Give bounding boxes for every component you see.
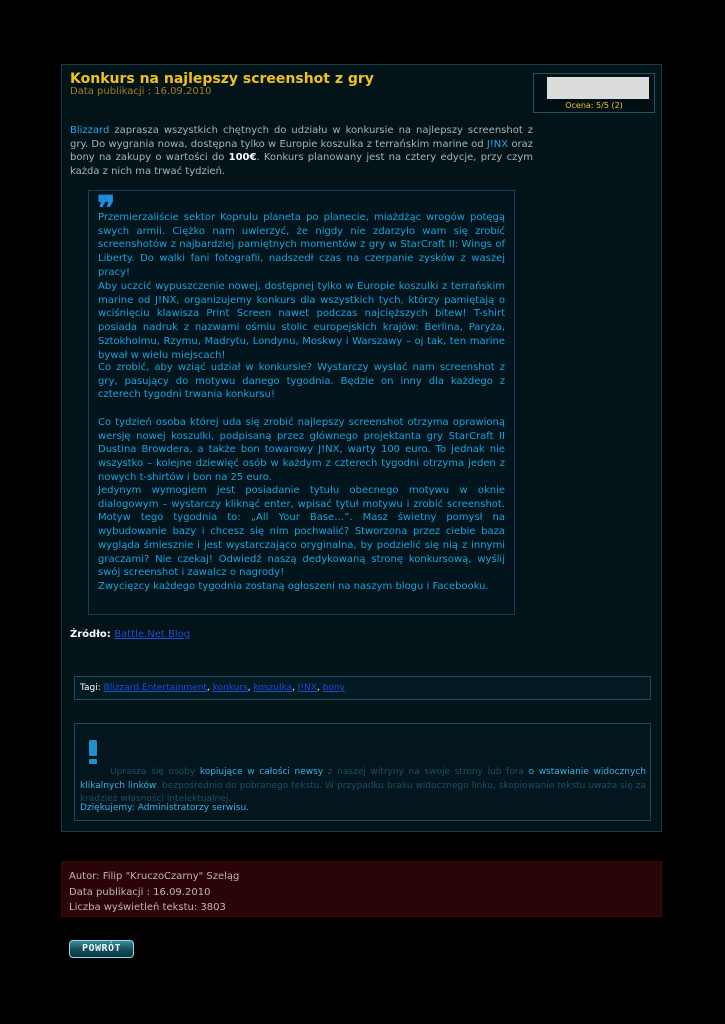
quote-paragraph-2: Aby uczcić wypuszczenie nowej, dostępnej tylko w Europie koszulki z terrańskim marine od J!NX, organizujemy konkurs dla wszystkich tych, którzy pamiętają o wciśnięciu klawisza Print Screen nawet podczas najcięższych bitew! T-shirt posiada nadruk z nazwami ośmiu stolic europejskich krajów: Berlina, Paryża, Sztokholmu, Rzymu, Madrytu, Londynu, Moskwy i Warszawy – oj tak, ten marine bywał w wielu miejscach!: [98, 281, 505, 361]
source-line: [70, 629, 190, 640]
article-intro: [70, 124, 533, 178]
notice-text: Uprasza się osoby kopiujące w całości newsy z naszej witryny na swoje strony lub fora o wstawianie widocznych klikalnych linków, bezpośrednio do pobranego tekstu. W przypadku braku widocznego linku, skopiowanie tekstu uważa się za kradzież własności intelektualnej.: [80, 767, 646, 804]
tag-link[interactable]: konkurs: [212, 683, 248, 693]
tags-bar: Tagi: Blizzard Entertainment, konkurs, koszulka, J!NX, bony: [74, 676, 651, 700]
prize-value: 100€: [228, 152, 257, 163]
tags-label: Tagi:: [80, 683, 101, 693]
article-panel: [61, 64, 662, 832]
rating-label: Ocena: 5/5 (2): [565, 101, 623, 110]
intro-text-3: . Konkurs planowany jest na cztery edycje, przy czym każda z nich ma trwać tydzień.: [70, 152, 533, 177]
rating-widget: [533, 73, 655, 113]
author-name: Autor: Filip "KruczoCzarny" Szeląg: [69, 871, 240, 882]
blizzard-link[interactable]: Blizzard: [70, 125, 110, 136]
article-title: Konkurs na najlepszy screenshot z gry: [70, 71, 374, 87]
author-info: [61, 861, 662, 917]
quote-icon: ❞: [97, 189, 116, 229]
exclamation-icon: [89, 740, 97, 764]
intro-text-2: oraz bony na zakupy o wartości do: [70, 138, 533, 163]
quote-paragraph-1: Przemierzaliście sektor Koprulu planeta po planecie, miażdżąc wrogów potęgą swych armii. Ciężko nam uwierzyć, że nigdy nie zdarzyło wam się zrobić screenshotów z najbardziej pamiętnych momentów z gry w StarCraft II: Wings of Liberty. Do walki fani fotografii, nadszedł czas na czerpanie zysków z waszej pracy!: [98, 212, 505, 278]
notice-thanks: Dziękujemy: Administratorzy serwisu.: [80, 803, 250, 813]
source-label: Źródło:: [70, 629, 111, 640]
intro-text-1: zaprasza wszystkich chętnych do udziału w konkursie na najlepszy screenshot z gry. Do wygrania nowa, dostępna tylko w Europie koszulka z terrańskim marine od: [70, 125, 533, 150]
source-link[interactable]: Battle.Net Blog: [114, 629, 191, 640]
tag-link[interactable]: bony: [322, 683, 345, 693]
rating-stars[interactable]: [547, 77, 649, 99]
back-button[interactable]: POWRÓT: [69, 940, 134, 958]
quote-block: [88, 190, 515, 615]
quote-paragraph-5: Jedynym wymogiem jest posiadanie tytułu obecnego motywu w oknie dialogowym – wystarczy kliknąć enter, wpisać tytuł motywu i zrobić screenshot. Motyw tego tygodnia to: „All Your Base…”. Masz świetny pomysł na wybudowanie bazy i chcesz się nim pochwalić? Stworzona przez ciebie baza wygląda śmiesznie i jest wystarczająco oryginalna, by podzielić się nią z innymi graczami? Nie czekaj! Odwiedź naszą dedykowaną stronę konkursową, wyślij swój screenshot i zawalcz o nagrody!: [98, 485, 505, 579]
quote-paragraph-3: Co zrobić, aby wziąć udział w konkursie? Wystarczy wysłać nam screenshot z gry, pasujący do motywu danego tygodnia. Będzie on inny dla każdego z czterech tygodni trwania konkursu!: [98, 362, 505, 401]
quote-paragraph-6: Zwycięzcy każdego tygodnia zostaną ogłoszeni na naszym blogu i Facebooku.: [98, 581, 489, 592]
footer-publication-date: Data publikacji : 16.09.2010: [69, 886, 211, 898]
publication-date: Data publikacji : 16.09.2010: [70, 86, 212, 97]
tag-link[interactable]: Blizzard Entertainment: [103, 683, 207, 693]
copyright-notice: [74, 723, 651, 821]
jinx-link[interactable]: J!NX: [486, 138, 509, 150]
quote-paragraph-4: Co tydzień osoba której uda się zrobić najlepszy screenshot otrzyma oprawioną wersję nowej koszulki, podpisaną przez głównego projektanta gry StarCraft II Dustina Browdera, a także bon towarowy J!NX, warty 100 euro. To jednak nie wszystko – kolejne dziewięć osób w każdym z czterech tygodni otrzyma jeden z nowych t-shirtów i bon na 25 euro.: [98, 417, 505, 483]
view-count: Liczba wyświetleń tekstu: 3803: [69, 902, 226, 913]
tag-link[interactable]: J!NX: [297, 683, 317, 693]
tag-link[interactable]: koszulka: [253, 683, 293, 693]
